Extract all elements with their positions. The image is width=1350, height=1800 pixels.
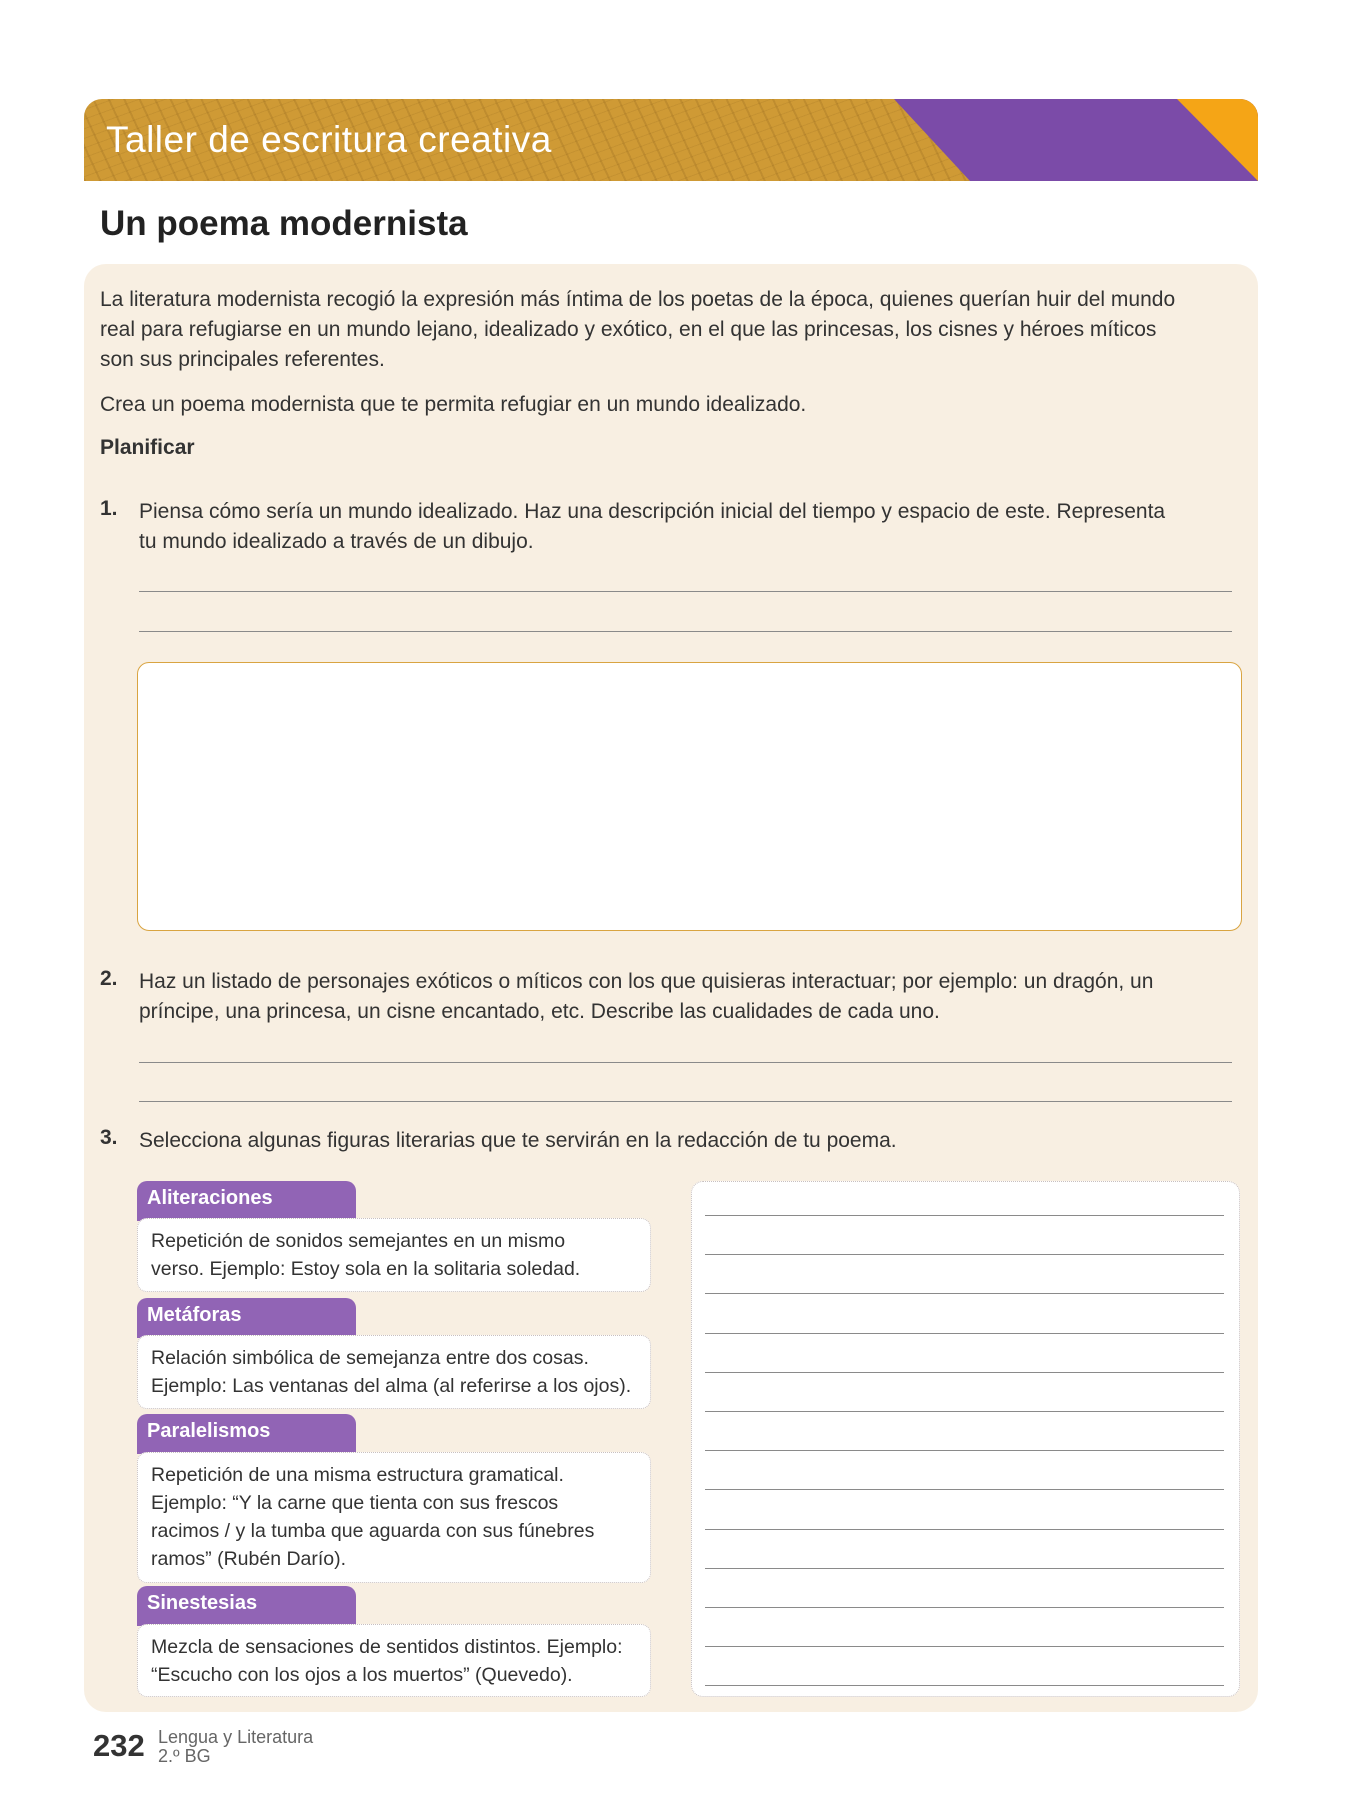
subject-name: Lengua y Literatura (158, 1727, 314, 1747)
item-number: 3. (100, 1126, 118, 1149)
item-line: tu mundo idealizado a través de un dibujo. (139, 530, 534, 553)
figures-answer-box[interactable] (691, 1181, 1240, 1697)
header-title: Taller de escritura creativa (106, 119, 552, 160)
intro-line: real para refugiarse en un mundo lejano, idealizado y exótico, en el que las princesas, los cisnes y héroes míticos (100, 318, 1157, 341)
figure-line: Relación simbólica de semejanza entre dos cosas. (151, 1347, 589, 1369)
section-heading-planificar: Planificar (100, 436, 195, 459)
figure-box-sinestesias (137, 1624, 651, 1697)
grade-level: 2.º BG (158, 1746, 211, 1766)
item-line: Haz un listado de personajes exóticos o míticos con los que quisieras interactuar; por ejemplo: un dragón, un (139, 970, 1154, 993)
intro-line: La literatura modernista recogió la expresión más íntima de los poetas de la época, quienes querían huir del mundo (100, 288, 1176, 311)
figure-line: Repetición de sonidos semejantes en un mismo (151, 1230, 566, 1252)
answer-line[interactable] (705, 1450, 1224, 1451)
page-title: Un poema modernista (100, 204, 468, 243)
answer-line[interactable] (139, 591, 1232, 592)
intro-line: son sus principales referentes. (100, 348, 385, 371)
drawing-area[interactable] (137, 662, 1242, 931)
section-header-banner (84, 99, 1258, 181)
figure-tab-sinestesias: Sinestesias (137, 1586, 356, 1626)
answer-line[interactable] (705, 1568, 1224, 1569)
figure-line: ramos” (Rubén Darío). (151, 1548, 347, 1570)
instruction: Crea un poema modernista que te permita refugiar en un mundo idealizado. (100, 393, 807, 416)
figure-line: verso. Ejemplo: Estoy sola en la solitaria soledad. (151, 1258, 581, 1280)
figure-line: Ejemplo: Las ventanas del alma (al referirse a los ojos). (151, 1375, 632, 1397)
item-line: Piensa cómo sería un mundo idealizado. Haz una descripción inicial del tiempo y espacio de este. Representa (139, 500, 1166, 523)
figure-box-paralelismos (137, 1452, 651, 1583)
intro-paragraph (100, 285, 1175, 375)
figure-tab-aliteraciones: Aliteraciones (137, 1181, 356, 1221)
dua-badge-subtitle: Participación (955, 45, 1095, 70)
answer-line[interactable] (139, 1101, 1232, 1102)
answer-line[interactable] (705, 1646, 1224, 1647)
page-number: 232 (93, 1728, 145, 1763)
answer-line[interactable] (705, 1607, 1224, 1608)
figure-line: Ejemplo: “Y la carne que tienta con sus frescos (151, 1492, 559, 1514)
item-line: príncipe, una princesa, un cisne encantado, etc. Describe las cualidades de cada uno. (139, 1000, 940, 1023)
answer-line[interactable] (705, 1215, 1224, 1216)
footer-subject (158, 1728, 313, 1766)
item-1-text (139, 497, 1165, 557)
item-2-text (139, 967, 1153, 1027)
figure-tab-paralelismos: Paralelismos (137, 1414, 356, 1454)
figure-box-metaforas (137, 1335, 651, 1409)
answer-line[interactable] (705, 1411, 1224, 1412)
answer-line[interactable] (705, 1254, 1224, 1255)
answer-line[interactable] (705, 1333, 1224, 1334)
figure-box-aliteraciones (137, 1218, 651, 1292)
answer-line[interactable] (705, 1685, 1224, 1686)
figure-line: Mezcla de sensaciones de sentidos distintos. Ejemplo: (151, 1636, 623, 1658)
answer-line[interactable] (705, 1372, 1224, 1373)
answer-line[interactable] (705, 1293, 1224, 1294)
answer-line[interactable] (139, 631, 1232, 632)
item-number: 2. (100, 967, 118, 990)
item-3-text: Selecciona algunas figuras literarias que te servirán en la redacción de tu poema. (139, 1129, 897, 1152)
answer-line[interactable] (139, 1062, 1232, 1063)
figure-tab-metaforas: Metáforas (137, 1298, 356, 1338)
dua-badge-title: DUA (996, 12, 1054, 42)
answer-line[interactable] (705, 1529, 1224, 1530)
answer-line[interactable] (705, 1489, 1224, 1490)
figure-line: racimos / y la tumba que aguarda con sus fúnebres (151, 1520, 595, 1542)
figure-line: “Escucho con los ojos a los muertos” (Quevedo). (151, 1664, 573, 1686)
figure-line: Repetición de una misma estructura gramatical. (151, 1464, 564, 1486)
item-number: 1. (100, 497, 118, 520)
